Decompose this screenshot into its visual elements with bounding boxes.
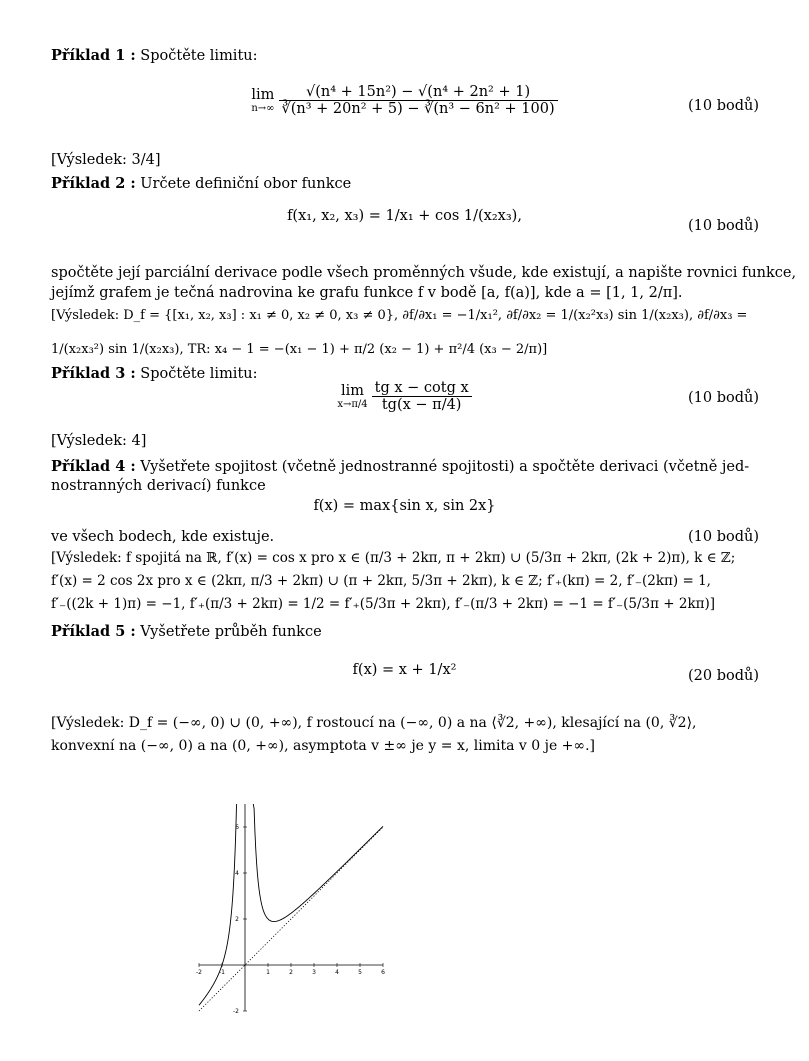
y-tick-label: -2 [233,1008,239,1015]
fraction-denominator: ∛(n³ + 20n² + 5) − ∛(n³ − 6n² + 100) [281,101,555,117]
problem-5-header [51,622,759,642]
x-tick-label: 4 [335,969,339,976]
problem-3-task: Spočtěte limitu: [140,366,258,382]
problem-4-header [51,457,759,477]
x-tick-label: 5 [358,969,362,976]
problem-5-task: Vyšetřete průběh funkce [140,624,322,640]
problem-5-heading: Příklad 5 : [51,623,136,640]
problem-2-header [51,174,759,194]
y-tick-label: 2 [235,916,239,923]
lim-subscript: x→π/4 [337,399,368,410]
formula-lhs: f(x) = x + [352,662,429,678]
problem-1-heading: Příklad 1 : [51,47,136,64]
x-tick-label: 6 [381,969,385,976]
problem-2-result-2: 1/(x₂x₃²) sin 1/(x₂x₃), TR: x₄ − 1 = −(x₁ − 1) + π/2 (x₂ − 1) + π²/4 (x₃ − 2/π)] [51,342,548,357]
function-curve-left [199,804,237,1005]
formula-fraction: 1/x² [428,662,457,678]
problem-4-task-2: nostranných derivací) funkce [51,478,266,494]
problem-2-points: (10 bodů) [687,218,759,234]
problem-1-points: (10 bodů) [687,98,759,114]
x-tick-label: 3 [312,969,316,976]
problem-3-formula: lim x→π/4 $\frac{\text{tg x − cotg x}}{tg(x - \pi/4)}$ [0,380,809,413]
problem-4-task-1: Vyšetřete spojitost (včetně jednostranné spojitosti) a spočtěte derivaci (včetně jed- [140,459,750,475]
problem-4-result-1: [Výsledek: f spojitá na ℝ, f′(x) = cos x pro x ∈ (π/3 + 2kπ, π + 2kπ) ∪ (5/3π + 2kπ, (2k + 2)π), k ∈ ℤ; [51,550,736,566]
problem-2-result-1: [Výsledek: D_f = {[x₁, x₂, x₃] : x₁ ≠ 0, x₂ ≠ 0, x₃ ≠ 0}, ∂f/∂x₁ = −1/x₁², ∂f/∂x₂ = 1/(x₂²x₃) sin 1/(x₂x₃), ∂f/∂x₃ = [51,308,748,323]
x-tick-label: -2 [196,969,202,976]
problem-5-result-2: konvexní na (−∞, 0) a na (0, +∞), asymptota v ±∞ je y = x, limita v 0 je +∞.] [51,738,595,754]
x-tick-label: 2 [289,969,293,976]
problem-4-task-3: ve všech bodech, kde existuje. [51,529,275,545]
problem-3-result: [Výsledek: 4] [51,433,147,449]
problem-2-text-1: spočtěte její parciální derivace podle všech proměnných všude, kde existují, a napište rovnici funkce, [51,265,797,281]
problem-1-header [51,46,759,66]
x-tick-label: -1 [219,969,225,976]
function-graph [190,795,400,1020]
problem-3-heading: Příklad 3 : [51,365,136,382]
asymptote-line [199,827,383,1011]
problem-4-points: (10 bodů) [687,529,759,545]
problem-4-result-2: f′(x) = 2 cos 2x pro x ∈ (2kπ, π/3 + 2kπ) ∪ (π + 2kπ, 5/3π + 2kπ), k ∈ ℤ; f′₊(kπ) = 2, f′₋(2kπ) = 1, [51,573,711,589]
problem-4-result-3: f′₋((2k + 1)π) = −1, f′₊(π/3 + 2kπ) = 1/2 = f′₊(5/3π + 2kπ), f′₋(π/3 + 2kπ) = −1 = f′₋(5/3π + 2kπ)] [51,596,716,612]
y-tick-label: 6 [235,824,239,831]
x-tick-label: 1 [266,969,270,976]
fraction-numerator: tg x − cotg x [372,380,472,397]
problem-1-formula: lim n→∞ $\frac{\text{√(n⁴ + 15n²) − √(n⁴ + 2n² + 1)}}{\text{∛(n³ + 20n² + 5) − ∛(n³ − 6n² + 100)}}$ [0,84,809,117]
fraction-numerator: √(n⁴ + 15n²) − √(n⁴ + 2n² + 1) [279,84,558,101]
problem-3-points: (10 bodů) [687,390,759,406]
problem-4-formula: f(x) = max{sin x, sin 2x} [313,498,496,514]
lim-subscript: n→∞ [251,103,275,114]
problem-4-heading: Příklad 4 : [51,458,136,475]
problem-1-result: [Výsledek: 3/4] [51,152,161,168]
problem-2-text-2: jejímž grafem je tečná nadrovina ke grafu funkce f v bodě [a, f(a)], kde a = [1, 1, 2/π]. [51,285,683,301]
problem-5-points: (20 bodů) [687,668,759,684]
formula-lhs: f(x₁, x₂, x₃) = [287,208,386,224]
formula-term-1: 1/x₁ [385,208,414,224]
problem-1-task: Spočtěte limitu: [140,48,258,64]
fraction-denominator: tg(x − π/4) [381,397,462,413]
y-tick-label: 4 [235,870,239,877]
problem-2-heading: Příklad 2 : [51,175,136,192]
function-curve-right [253,804,383,922]
problem-5-result-1: [Výsledek: D_f = (−∞, 0) ∪ (0, +∞), f rostoucí na (−∞, 0) a na ⟨∛2, +∞), klesající na (0, ∛2⟩, [51,715,697,731]
problem-2-task: Určete definiční obor funkce [140,176,352,192]
formula-term-2: + cos 1/(x₂x₃), [418,208,522,224]
